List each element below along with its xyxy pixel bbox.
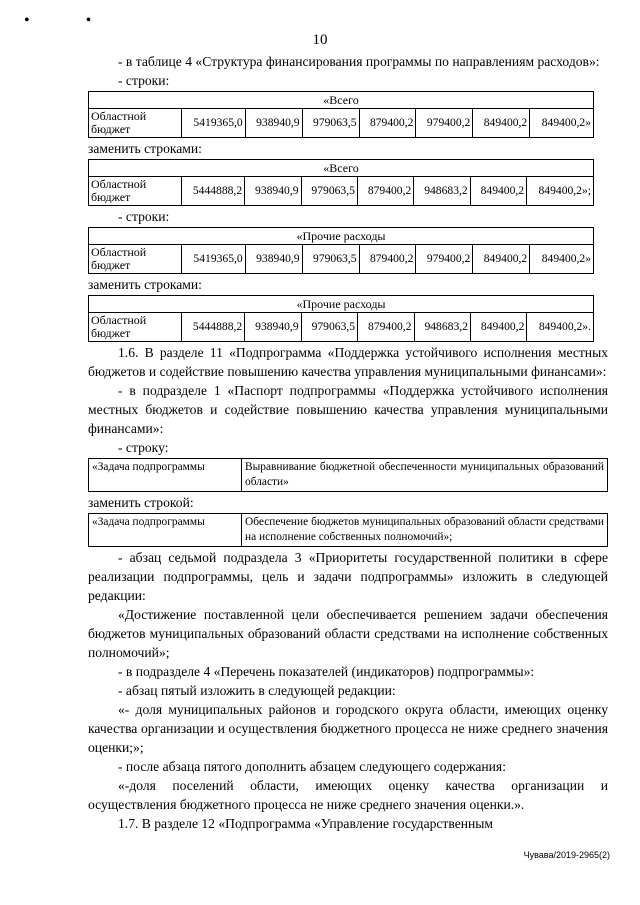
table-cell: Обеспечение бюджетов муниципальных образований области средствами на исполнение собственных полномочий»;	[242, 514, 608, 547]
finance-table-total-old	[88, 91, 594, 138]
table-cell: 849400,2»;	[527, 177, 594, 206]
table-title: «Всего	[89, 160, 594, 177]
table-cell: 938940,9	[245, 177, 301, 206]
page-number: 10	[312, 32, 328, 48]
table-row	[89, 459, 608, 492]
table-cell: 849400,2	[473, 109, 530, 138]
table-cell: 979063,5	[302, 109, 359, 138]
table-cell: 979063,5	[301, 177, 357, 206]
row-label: Областной бюджет	[89, 109, 182, 138]
table-title: «Всего	[89, 92, 594, 109]
table-cell: «Задача подпрограммы	[89, 514, 242, 547]
table-cell: 5444888,2	[182, 177, 245, 206]
row-label: Областной бюджет	[89, 245, 182, 274]
table-cell: 849400,2	[470, 177, 526, 206]
intro-paragraph: - в таблице 4 «Структура финансирования программы по направлениям расходов»:	[118, 54, 600, 69]
table-cell: 849400,2».	[527, 313, 594, 342]
row-label: Областной бюджет	[89, 177, 182, 206]
quote-paragraph: «Достижение поставленной цели обеспечивается решением задачи обеспечения бюджетов муниципальных образований области средствами на исполнение собственных полномочий»;	[88, 607, 608, 660]
row-label: - строку:	[118, 440, 169, 455]
table-row	[89, 245, 594, 274]
table-cell: 979063,5	[302, 245, 359, 274]
table-cell: 979400,2	[416, 245, 473, 274]
table-cell: 938940,9	[245, 245, 302, 274]
table-cell: 879400,2	[359, 245, 416, 274]
document-body	[88, 52, 608, 833]
table-cell: 938940,9	[245, 313, 301, 342]
replace-row-label: заменить строкой:	[88, 495, 194, 510]
section-paragraph: 1.6. В разделе 11 «Подпрограмма «Поддержка устойчивого исполнения местных бюджетов и содействие повышению качества управления муниципальными финансами»:	[88, 345, 608, 379]
table-title: «Прочие расходы	[89, 228, 594, 245]
quote-paragraph: «-доля поселений области, имеющих оценку качества организации и осуществления бюджетного процесса не ниже среднего значения оценки.».	[88, 778, 608, 812]
table-row	[89, 514, 608, 547]
table-cell: 5444888,2	[182, 313, 245, 342]
replace-rows-label: заменить строками:	[88, 141, 202, 156]
section-paragraph: - в подразделе 1 «Паспорт подпрограммы «Поддержка устойчивого исполнения местных бюджетов и содействие повышению качества управления муниципальными финансами»:	[88, 383, 608, 436]
table-cell: 849400,2	[473, 245, 530, 274]
table-cell: 979400,2	[416, 109, 473, 138]
finance-table-other-new	[88, 295, 594, 342]
document-code: Чувава/2019-2965(2)	[523, 850, 610, 860]
section-paragraph: - после абзаца пятого дополнить абзацем следующего содержания:	[118, 759, 506, 774]
row-label: Областной бюджет	[89, 313, 182, 342]
table-cell: 849400,2	[470, 313, 526, 342]
section-paragraph: 1.7. В разделе 12 «Подпрограмма «Управление государственным	[118, 816, 494, 831]
table-cell: 5419365,0	[182, 245, 246, 274]
replace-rows-label: заменить строками:	[88, 277, 202, 292]
table-cell: 849400,2»	[530, 245, 594, 274]
table-cell: 879400,2	[359, 109, 416, 138]
table-cell: 938940,9	[245, 109, 302, 138]
quote-paragraph: «- доля муниципальных районов и городского округа области, имеющих оценку качества организации и осуществления бюджетного процесса не ниже среднего значения оценки;»;	[88, 702, 608, 755]
table-cell: 879400,2	[357, 177, 413, 206]
rows-label: - строки:	[118, 209, 170, 224]
table-cell: «Задача подпрограммы	[89, 459, 242, 492]
table-cell: 879400,2	[358, 313, 414, 342]
table-cell: 5419365,0	[182, 109, 246, 138]
finance-table-other-old	[88, 227, 594, 274]
table-cell: 849400,2»	[530, 109, 594, 138]
table-title: «Прочие расходы	[89, 296, 594, 313]
finance-table-total-new	[88, 159, 594, 206]
table-cell: Выравнивание бюджетной обеспеченности муниципальных образований области»	[242, 459, 608, 492]
table-row	[89, 109, 594, 138]
margin-dots: • •	[24, 12, 118, 29]
section-paragraph: - абзац седьмой подраздела 3 «Приоритеты государственной политики в сфере реализации подпрограммы, цель и задачи подпрограммы» изложить в следующей редакции:	[88, 550, 608, 603]
task-table-new	[88, 513, 608, 547]
table-row	[89, 177, 594, 206]
table-row	[89, 313, 594, 342]
rows-label: - строки:	[118, 73, 170, 88]
section-paragraph: - абзац пятый изложить в следующей редакции:	[118, 683, 396, 698]
task-table-old	[88, 458, 608, 492]
table-cell: 948683,2	[414, 313, 470, 342]
section-paragraph: - в подразделе 4 «Перечень показателей (индикаторов) подпрограммы»:	[118, 664, 535, 679]
table-cell: 979063,5	[301, 313, 357, 342]
table-cell: 948683,2	[414, 177, 470, 206]
